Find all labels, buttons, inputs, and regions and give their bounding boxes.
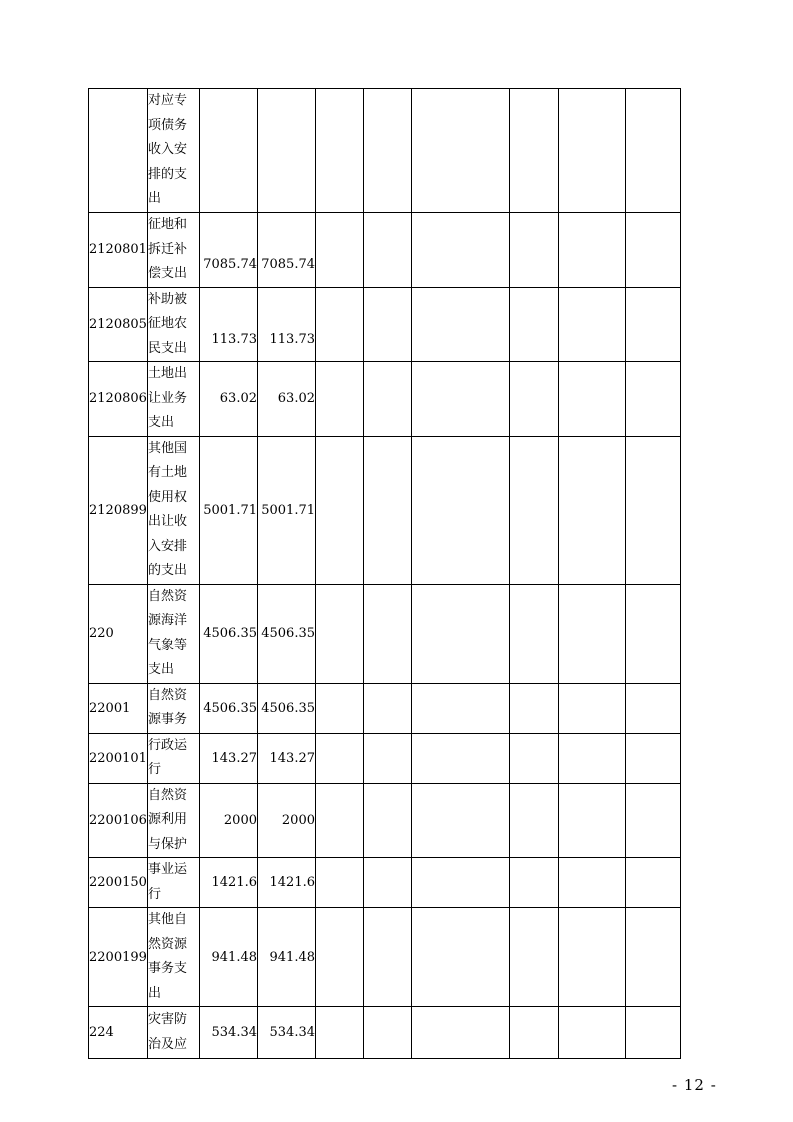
table-row xyxy=(89,783,681,858)
row-value-1: 4506.35 xyxy=(200,683,258,733)
empty-cell xyxy=(626,783,681,858)
empty-cell xyxy=(364,362,412,437)
empty-cell xyxy=(510,908,559,1007)
empty-cell xyxy=(626,858,681,908)
row-value-2: 4506.35 xyxy=(258,683,316,733)
empty-cell xyxy=(316,362,364,437)
table-row xyxy=(89,1007,681,1059)
empty-cell xyxy=(559,858,626,908)
empty-cell xyxy=(316,287,364,362)
row-code: 2120899 xyxy=(89,436,148,584)
table-row xyxy=(89,287,681,362)
table-row xyxy=(89,89,681,213)
empty-cell xyxy=(559,213,626,288)
empty-cell xyxy=(626,89,681,213)
empty-cell xyxy=(412,213,510,288)
empty-cell xyxy=(364,858,412,908)
empty-cell xyxy=(559,436,626,584)
empty-cell xyxy=(510,287,559,362)
table-row xyxy=(89,213,681,288)
row-code: 2200199 xyxy=(89,908,148,1007)
empty-cell xyxy=(364,908,412,1007)
row-value-2: 7085.74 xyxy=(258,213,316,288)
row-name: 其他自然资源事务支出 xyxy=(148,908,200,1007)
empty-cell xyxy=(559,908,626,1007)
empty-cell xyxy=(412,1007,510,1059)
empty-cell xyxy=(364,683,412,733)
empty-cell xyxy=(316,584,364,683)
empty-cell xyxy=(559,683,626,733)
row-value-1 xyxy=(200,89,258,213)
row-value-1: 534.34 xyxy=(200,1007,258,1059)
empty-cell xyxy=(559,362,626,437)
empty-cell xyxy=(412,683,510,733)
row-value-2: 1421.6 xyxy=(258,858,316,908)
empty-cell xyxy=(316,858,364,908)
empty-cell xyxy=(412,733,510,783)
row-value-1: 1421.6 xyxy=(200,858,258,908)
empty-cell xyxy=(364,783,412,858)
row-value-2: 143.27 xyxy=(258,733,316,783)
empty-cell xyxy=(364,287,412,362)
empty-cell xyxy=(316,683,364,733)
row-value-1: 63.02 xyxy=(200,362,258,437)
empty-cell xyxy=(626,1007,681,1059)
empty-cell xyxy=(626,287,681,362)
empty-cell xyxy=(412,584,510,683)
table-row xyxy=(89,683,681,733)
row-code: 224 xyxy=(89,1007,148,1059)
empty-cell xyxy=(510,783,559,858)
row-value-2: 63.02 xyxy=(258,362,316,437)
empty-cell xyxy=(510,1007,559,1059)
table-row xyxy=(89,908,681,1007)
row-code: 2120806 xyxy=(89,362,148,437)
empty-cell xyxy=(412,287,510,362)
row-code: 2120801 xyxy=(89,213,148,288)
row-name: 自然资源海洋气象等支出 xyxy=(148,584,200,683)
empty-cell xyxy=(626,908,681,1007)
page-number: - 12 - xyxy=(672,1076,717,1094)
empty-cell xyxy=(510,733,559,783)
empty-cell xyxy=(316,213,364,288)
row-name: 补助被征地农民支出 xyxy=(148,287,200,362)
empty-cell xyxy=(626,362,681,437)
empty-cell xyxy=(559,584,626,683)
empty-cell xyxy=(559,783,626,858)
empty-cell xyxy=(412,908,510,1007)
row-name: 事业运行 xyxy=(148,858,200,908)
row-name: 征地和拆迁补偿支出 xyxy=(148,213,200,288)
row-value-1: 143.27 xyxy=(200,733,258,783)
empty-cell xyxy=(364,1007,412,1059)
row-name: 其他国有土地使用权出让收入安排的支出 xyxy=(148,436,200,584)
empty-cell xyxy=(316,89,364,213)
empty-cell xyxy=(510,213,559,288)
row-name: 土地出让业务支出 xyxy=(148,362,200,437)
row-name: 行政运行 xyxy=(148,733,200,783)
row-value-2 xyxy=(258,89,316,213)
table-row xyxy=(89,436,681,584)
row-code: 22001 xyxy=(89,683,148,733)
empty-cell xyxy=(412,858,510,908)
table-row xyxy=(89,858,681,908)
table-row xyxy=(89,362,681,437)
empty-cell xyxy=(626,436,681,584)
row-code: 2200150 xyxy=(89,858,148,908)
row-value-2: 113.73 xyxy=(258,287,316,362)
empty-cell xyxy=(559,733,626,783)
row-name: 对应专项债务收入安排的支出 xyxy=(148,89,200,213)
row-code xyxy=(89,89,148,213)
empty-cell xyxy=(316,783,364,858)
empty-cell xyxy=(412,436,510,584)
row-value-2: 941.48 xyxy=(258,908,316,1007)
table-row xyxy=(89,733,681,783)
empty-cell xyxy=(510,89,559,213)
empty-cell xyxy=(510,858,559,908)
empty-cell xyxy=(559,89,626,213)
empty-cell xyxy=(510,584,559,683)
empty-cell xyxy=(316,733,364,783)
empty-cell xyxy=(364,89,412,213)
empty-cell xyxy=(412,783,510,858)
row-name: 自然资源利用与保护 xyxy=(148,783,200,858)
empty-cell xyxy=(316,1007,364,1059)
row-code: 2200101 xyxy=(89,733,148,783)
empty-cell xyxy=(510,362,559,437)
row-code: 220 xyxy=(89,584,148,683)
row-value-2: 534.34 xyxy=(258,1007,316,1059)
row-value-1: 941.48 xyxy=(200,908,258,1007)
empty-cell xyxy=(626,584,681,683)
row-value-1: 5001.71 xyxy=(200,436,258,584)
empty-cell xyxy=(626,683,681,733)
row-code: 2200106 xyxy=(89,783,148,858)
table-row xyxy=(89,584,681,683)
row-value-2: 2000 xyxy=(258,783,316,858)
empty-cell xyxy=(510,683,559,733)
empty-cell xyxy=(364,584,412,683)
row-name: 自然资源事务 xyxy=(148,683,200,733)
empty-cell xyxy=(412,89,510,213)
empty-cell xyxy=(626,213,681,288)
empty-cell xyxy=(364,436,412,584)
empty-cell xyxy=(316,908,364,1007)
row-value-2: 4506.35 xyxy=(258,584,316,683)
empty-cell xyxy=(412,362,510,437)
row-value-1: 113.73 xyxy=(200,287,258,362)
empty-cell xyxy=(364,733,412,783)
row-code: 2120805 xyxy=(89,287,148,362)
empty-cell xyxy=(559,1007,626,1059)
row-value-2: 5001.71 xyxy=(258,436,316,584)
empty-cell xyxy=(316,436,364,584)
row-name: 灾害防治及应 xyxy=(148,1007,200,1059)
empty-cell xyxy=(559,287,626,362)
row-value-1: 7085.74 xyxy=(200,213,258,288)
row-value-1: 4506.35 xyxy=(200,584,258,683)
empty-cell xyxy=(510,436,559,584)
empty-cell xyxy=(626,733,681,783)
empty-cell xyxy=(364,213,412,288)
row-value-1: 2000 xyxy=(200,783,258,858)
budget-table xyxy=(88,88,681,1059)
